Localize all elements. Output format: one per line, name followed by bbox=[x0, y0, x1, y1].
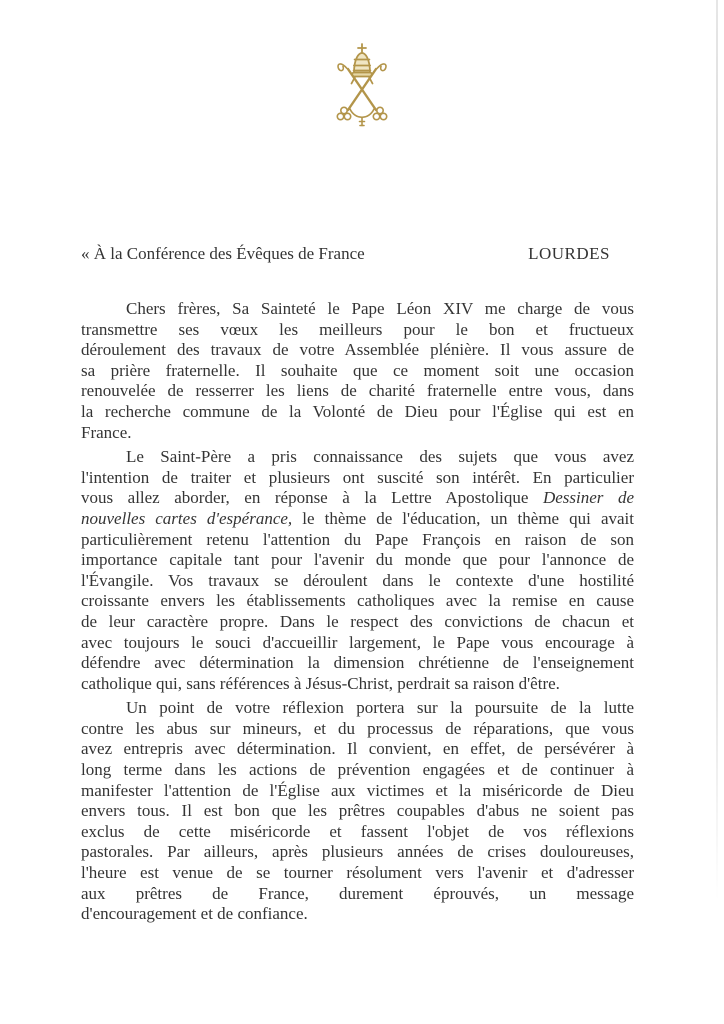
letter-line bbox=[81, 653, 634, 674]
text-segment: le thème de l'éducation, un thème qui avait bbox=[292, 508, 634, 528]
letter-line bbox=[81, 739, 634, 760]
letter-line bbox=[81, 863, 634, 884]
text-segment: transmettre ses vœux les meilleurs pour le bon et fructueux bbox=[81, 319, 634, 339]
text-segment: vous allez aborder, en réponse à la Lettre Apostolique bbox=[81, 488, 543, 508]
text-segment: pastorales. Par ailleurs, après plusieurs années de crises douloureuses, bbox=[81, 842, 634, 862]
scan-edge-artifact bbox=[716, 0, 718, 901]
letter-line bbox=[81, 530, 634, 551]
text-segment: aux prêtres de France, durement éprouvés, un message bbox=[81, 883, 634, 903]
vatican-insignia-icon bbox=[327, 42, 397, 127]
letter-line bbox=[81, 423, 634, 444]
text-segment: la recherche commune de la Volonté de Dieu pour l'Église qui est en bbox=[81, 401, 634, 421]
letter-line bbox=[81, 299, 634, 320]
text-segment: l'heure est venue de se tourner résolument vers l'avenir et d'adresser bbox=[81, 863, 634, 883]
letter-line bbox=[81, 842, 634, 863]
addressee-line: « À la Conférence des Évêques de France bbox=[81, 244, 365, 263]
letter-line bbox=[81, 591, 634, 612]
text-segment: contre les abus sur mineurs, et du processus de réparations, que vous bbox=[81, 718, 634, 738]
paragraph bbox=[81, 299, 634, 443]
text-segment: d'encouragement et de confiance. bbox=[81, 904, 308, 924]
letter-header bbox=[81, 244, 634, 265]
papal-insignia bbox=[327, 42, 397, 127]
letter-line bbox=[81, 468, 634, 489]
text-segment: Un point de votre réflexion portera sur la poursuite de la lutte bbox=[126, 698, 634, 718]
letter-line bbox=[81, 571, 634, 592]
papal-cross-icon bbox=[358, 44, 366, 53]
text-segment: Le Saint-Père a pris connaissance des sujets que vous avez bbox=[126, 447, 634, 467]
text-segment: exclus de cette miséricorde et fassent l'objet de vos réflexions bbox=[81, 821, 634, 841]
text-segment: défendre avec détermination la dimension chrétienne de l'enseignement bbox=[81, 653, 634, 673]
text-segment: catholique qui, sans références à Jésus-Christ, perdrait sa raison d'être. bbox=[81, 673, 560, 693]
letter-line bbox=[81, 320, 634, 341]
letter-line bbox=[81, 633, 634, 654]
text-segment: déroulement des travaux de votre Assemblée plénière. Il vous assure de bbox=[81, 340, 634, 360]
letter-line bbox=[81, 904, 634, 925]
text-segment: renouvelée de resserrer les liens de charité fraternelle entre vous, dans bbox=[81, 381, 634, 401]
text-segment: sa prière fraternelle. Il souhaite que ce moment soit une occasion bbox=[81, 360, 634, 380]
letter-line bbox=[81, 698, 634, 719]
text-segment: de leur caractère propre. Dans le respect des convictions de chacun et bbox=[81, 611, 634, 631]
text-segment: particulièrement retenu l'attention du Pape François en raison de son bbox=[81, 529, 634, 549]
letter-body bbox=[81, 299, 634, 929]
text-segment: l'intention de traiter et plusieurs ont suscité son intérêt. En particulier bbox=[81, 467, 634, 487]
text-segment: avez entrepris avec détermination. Il convient, en effet, de persévérer à bbox=[81, 739, 634, 759]
text-segment: l'Évangile. Vos travaux se déroulent dans le contexte d'une hostilité bbox=[81, 570, 634, 590]
text-segment: envers tous. Il est bon que les prêtres coupables d'abus ne soient pas bbox=[81, 801, 634, 821]
letter-line bbox=[81, 674, 634, 695]
text-segment: Chers frères, Sa Sainteté le Pape Léon XIV me charge de vous bbox=[126, 299, 634, 318]
text-segment: France. bbox=[81, 422, 132, 442]
letter-line bbox=[81, 488, 634, 509]
letter-line bbox=[81, 801, 634, 822]
letter-line bbox=[81, 447, 634, 468]
place-name: LOURDES bbox=[528, 244, 610, 263]
letter-line bbox=[81, 381, 634, 402]
text-segment: manifester l'attention de l'Église aux victimes et la miséricorde de Dieu bbox=[81, 780, 634, 800]
letter-line bbox=[81, 402, 634, 423]
letter-line bbox=[81, 719, 634, 740]
text-segment: long terme dans les actions de prévention engagées et de continuer à bbox=[81, 760, 634, 780]
paragraph bbox=[81, 447, 634, 694]
cord-icon bbox=[350, 109, 374, 126]
italic-text-segment: Dessiner de bbox=[542, 488, 635, 508]
letter-line bbox=[81, 340, 634, 361]
italic-text-segment: nouvelles cartes d'espérance, bbox=[81, 508, 293, 528]
letter-line bbox=[81, 822, 634, 843]
letter-line bbox=[81, 509, 634, 530]
text-segment: avec toujours le souci d'accueillir largement, le Pape vous encourage à bbox=[81, 632, 634, 652]
text-segment: importance capitale tant pour l'avenir du monde que pour l'annonce de bbox=[81, 550, 634, 570]
letter-line bbox=[81, 550, 634, 571]
letter-line bbox=[81, 884, 634, 905]
paragraph bbox=[81, 698, 634, 925]
text-segment: croissante envers les établissements catholiques avec la remise en cause bbox=[81, 591, 634, 611]
letter-line bbox=[81, 361, 634, 382]
letter-line bbox=[81, 760, 634, 781]
letter-line bbox=[81, 612, 634, 633]
letter-line bbox=[81, 781, 634, 802]
